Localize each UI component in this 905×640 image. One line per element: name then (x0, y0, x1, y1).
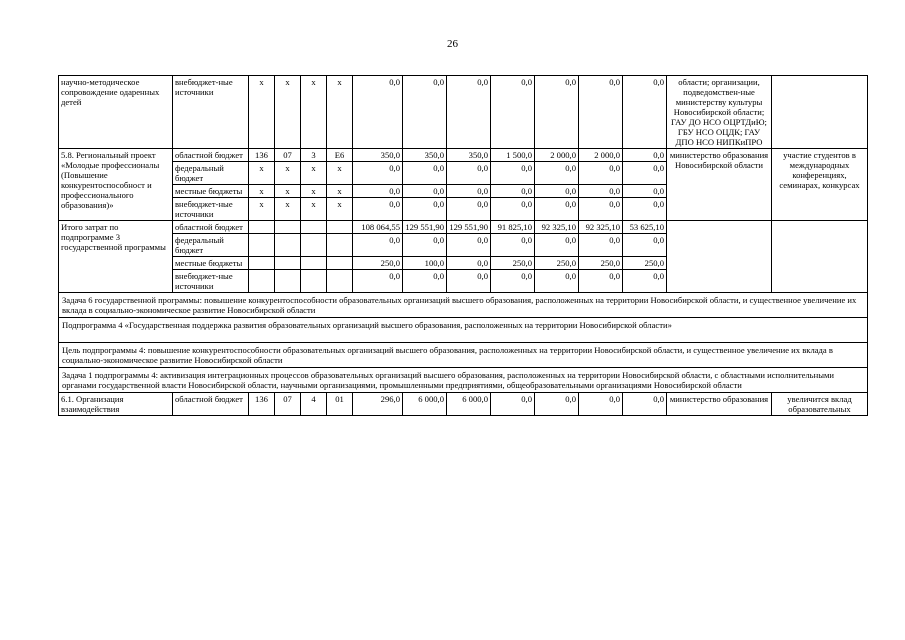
code-cell (327, 234, 353, 257)
row-source: внебюджет-ные источники (173, 198, 249, 221)
value-cell: 0,0 (403, 234, 447, 257)
value-cell: 129 551,90 (447, 221, 491, 234)
value-cell: 350,0 (353, 149, 403, 162)
task-6-heading: Задача 6 государственной программы: повышение конкурентоспособности образовательных организаций высшего образования, расположенных на территории Новосибирской области, и существенное увеличение их вклада в социально-экономическое развитие Новосибирской области (59, 293, 868, 318)
row-source: федеральный бюджет (173, 162, 249, 185)
code-cell (301, 234, 327, 257)
row-source: областной бюджет (173, 393, 249, 416)
value-cell: 0,0 (535, 76, 579, 149)
code-cell: 136 (249, 149, 275, 162)
code-cell (327, 270, 353, 293)
code-cell: х (275, 76, 301, 149)
code-cell: х (249, 162, 275, 185)
code-cell (249, 270, 275, 293)
value-cell: 250,0 (353, 257, 403, 270)
value-cell: 0,0 (447, 76, 491, 149)
code-cell: х (275, 162, 301, 185)
code-cell: х (327, 162, 353, 185)
value-cell: 0,0 (579, 198, 623, 221)
row-name: Итого затрат по подпрограмме 3 государственной программы (59, 221, 173, 293)
value-cell: 91 825,10 (491, 221, 535, 234)
value-cell: 0,0 (353, 198, 403, 221)
code-cell: 07 (275, 393, 301, 416)
value-cell: 0,0 (353, 76, 403, 149)
table-row (59, 343, 868, 368)
value-cell: 0,0 (535, 185, 579, 198)
code-cell (275, 221, 301, 234)
value-cell: 250,0 (579, 257, 623, 270)
value-cell: 2 000,0 (579, 149, 623, 162)
value-cell: 2 000,0 (535, 149, 579, 162)
code-cell: 136 (249, 393, 275, 416)
value-cell: 350,0 (447, 149, 491, 162)
code-cell (301, 270, 327, 293)
row-name: 5.8. Региональный проект «Молодые профессионалы (Повышение конкурентоспособност и профессионального образования)» (59, 149, 173, 221)
result-cell (772, 221, 868, 293)
code-cell (327, 221, 353, 234)
table-row (59, 221, 868, 234)
page-number: 26 (447, 38, 458, 50)
row-source: внебюджет-ные источники (173, 76, 249, 149)
code-cell (301, 221, 327, 234)
code-cell: х (327, 198, 353, 221)
code-cell: х (249, 198, 275, 221)
value-cell: 0,0 (353, 234, 403, 257)
code-cell: Е6 (327, 149, 353, 162)
value-cell: 1 500,0 (491, 149, 535, 162)
code-cell (249, 234, 275, 257)
value-cell: 0,0 (579, 76, 623, 149)
executor-cell: министерство образования Новосибирской области (667, 149, 772, 221)
table-row (59, 76, 868, 149)
value-cell: 0,0 (579, 270, 623, 293)
code-cell (249, 257, 275, 270)
value-cell: 129 551,90 (403, 221, 447, 234)
row-source: внебюджет-ные источники (173, 270, 249, 293)
code-cell: х (275, 185, 301, 198)
value-cell: 0,0 (491, 393, 535, 416)
value-cell: 0,0 (491, 76, 535, 149)
code-cell: 4 (301, 393, 327, 416)
value-cell: 108 064,55 (353, 221, 403, 234)
value-cell: 0,0 (447, 162, 491, 185)
task-1-heading: Задача 1 подпрограммы 4: активизация интеграционных процессов образовательных организаций высшего образования, расположенных на территории Новосибирской области, с областными исполнительными органами государственной власти Новосибирской области, научными организациями, промышленными предприятиями, общеобразовательными организациями Новосибирской области (59, 368, 868, 393)
value-cell: 0,0 (447, 257, 491, 270)
row-source: федеральный бюджет (173, 234, 249, 257)
code-cell: 3 (301, 149, 327, 162)
table-row (59, 149, 868, 162)
value-cell: 0,0 (535, 198, 579, 221)
value-cell: 0,0 (353, 162, 403, 185)
value-cell: 0,0 (491, 270, 535, 293)
row-source: областной бюджет (173, 149, 249, 162)
executor-cell: министерство образования (667, 393, 772, 416)
code-cell (301, 257, 327, 270)
value-cell: 0,0 (447, 185, 491, 198)
value-cell: 0,0 (403, 162, 447, 185)
value-cell: 0,0 (491, 185, 535, 198)
table-row (59, 318, 868, 343)
value-cell: 250,0 (623, 257, 667, 270)
value-cell: 0,0 (579, 393, 623, 416)
value-cell: 0,0 (491, 198, 535, 221)
value-cell: 0,0 (623, 393, 667, 416)
code-cell: х (301, 185, 327, 198)
value-cell: 6 000,0 (447, 393, 491, 416)
value-cell: 0,0 (623, 149, 667, 162)
value-cell: 0,0 (623, 270, 667, 293)
value-cell: 6 000,0 (403, 393, 447, 416)
code-cell (249, 221, 275, 234)
row-source: местные бюджеты (173, 185, 249, 198)
table-row (59, 368, 868, 393)
executor-cell: области; организации, подведомствен-ные министерству культуры Новосибирской области; ГАУ ДО НСО ОЦРТДиЮ; ГБУ НСО ОЦДК; ГАУ ДПО НСО НИПКиПРО (667, 76, 772, 149)
subprogram-4-heading: Подпрограмма 4 «Государственная поддержка развития образовательных организаций высшего образования, расположенных на территории Новосибирской области» (59, 318, 868, 343)
value-cell: 0,0 (579, 162, 623, 185)
value-cell: 0,0 (579, 185, 623, 198)
value-cell: 0,0 (403, 76, 447, 149)
value-cell: 0,0 (403, 270, 447, 293)
value-cell: 0,0 (535, 162, 579, 185)
row-name: научно-методическое сопровождение одаренных детей (59, 76, 173, 149)
code-cell: 07 (275, 149, 301, 162)
result-cell (772, 76, 868, 149)
value-cell: 0,0 (623, 162, 667, 185)
value-cell: 92 325,10 (535, 221, 579, 234)
executor-cell (667, 221, 772, 293)
value-cell: 0,0 (353, 270, 403, 293)
table-row (59, 393, 868, 416)
value-cell: 0,0 (353, 185, 403, 198)
value-cell: 100,0 (403, 257, 447, 270)
code-cell (275, 234, 301, 257)
value-cell: 0,0 (491, 234, 535, 257)
value-cell: 0,0 (447, 270, 491, 293)
value-cell: 0,0 (623, 198, 667, 221)
code-cell: х (327, 185, 353, 198)
value-cell: 0,0 (535, 234, 579, 257)
value-cell: 92 325,10 (579, 221, 623, 234)
value-cell: 350,0 (403, 149, 447, 162)
value-cell: 0,0 (403, 185, 447, 198)
value-cell: 0,0 (447, 234, 491, 257)
table-row (59, 293, 868, 318)
value-cell: 0,0 (447, 198, 491, 221)
code-cell: х (327, 76, 353, 149)
value-cell: 53 625,10 (623, 221, 667, 234)
value-cell: 296,0 (353, 393, 403, 416)
value-cell: 0,0 (623, 185, 667, 198)
value-cell: 0,0 (623, 234, 667, 257)
value-cell: 0,0 (535, 270, 579, 293)
value-cell: 250,0 (535, 257, 579, 270)
value-cell: 0,0 (491, 162, 535, 185)
row-name: 6.1. Организация взаимодействия (59, 393, 173, 416)
code-cell: х (249, 185, 275, 198)
result-cell: увеличится вклад образовательных (772, 393, 868, 416)
budget-table (58, 75, 868, 416)
value-cell: 250,0 (491, 257, 535, 270)
row-source: местные бюджеты (173, 257, 249, 270)
code-cell: х (275, 198, 301, 221)
code-cell: 01 (327, 393, 353, 416)
goal-4-heading: Цель подпрограммы 4: повышение конкурентоспособности образовательных организаций высшего образования, расположенных на территории Новосибирской области, и существенное увеличение их вклада в социально-экономическое развитие Новосибирской области (59, 343, 868, 368)
value-cell: 0,0 (579, 234, 623, 257)
code-cell: х (301, 162, 327, 185)
code-cell (327, 257, 353, 270)
value-cell: 0,0 (623, 76, 667, 149)
code-cell (275, 257, 301, 270)
value-cell: 0,0 (403, 198, 447, 221)
code-cell (275, 270, 301, 293)
value-cell: 0,0 (535, 393, 579, 416)
code-cell: х (301, 76, 327, 149)
row-source: областной бюджет (173, 221, 249, 234)
result-cell: участие студентов в международных конференциях, семинарах, конкурсах (772, 149, 868, 221)
code-cell: х (249, 76, 275, 149)
code-cell: х (301, 198, 327, 221)
